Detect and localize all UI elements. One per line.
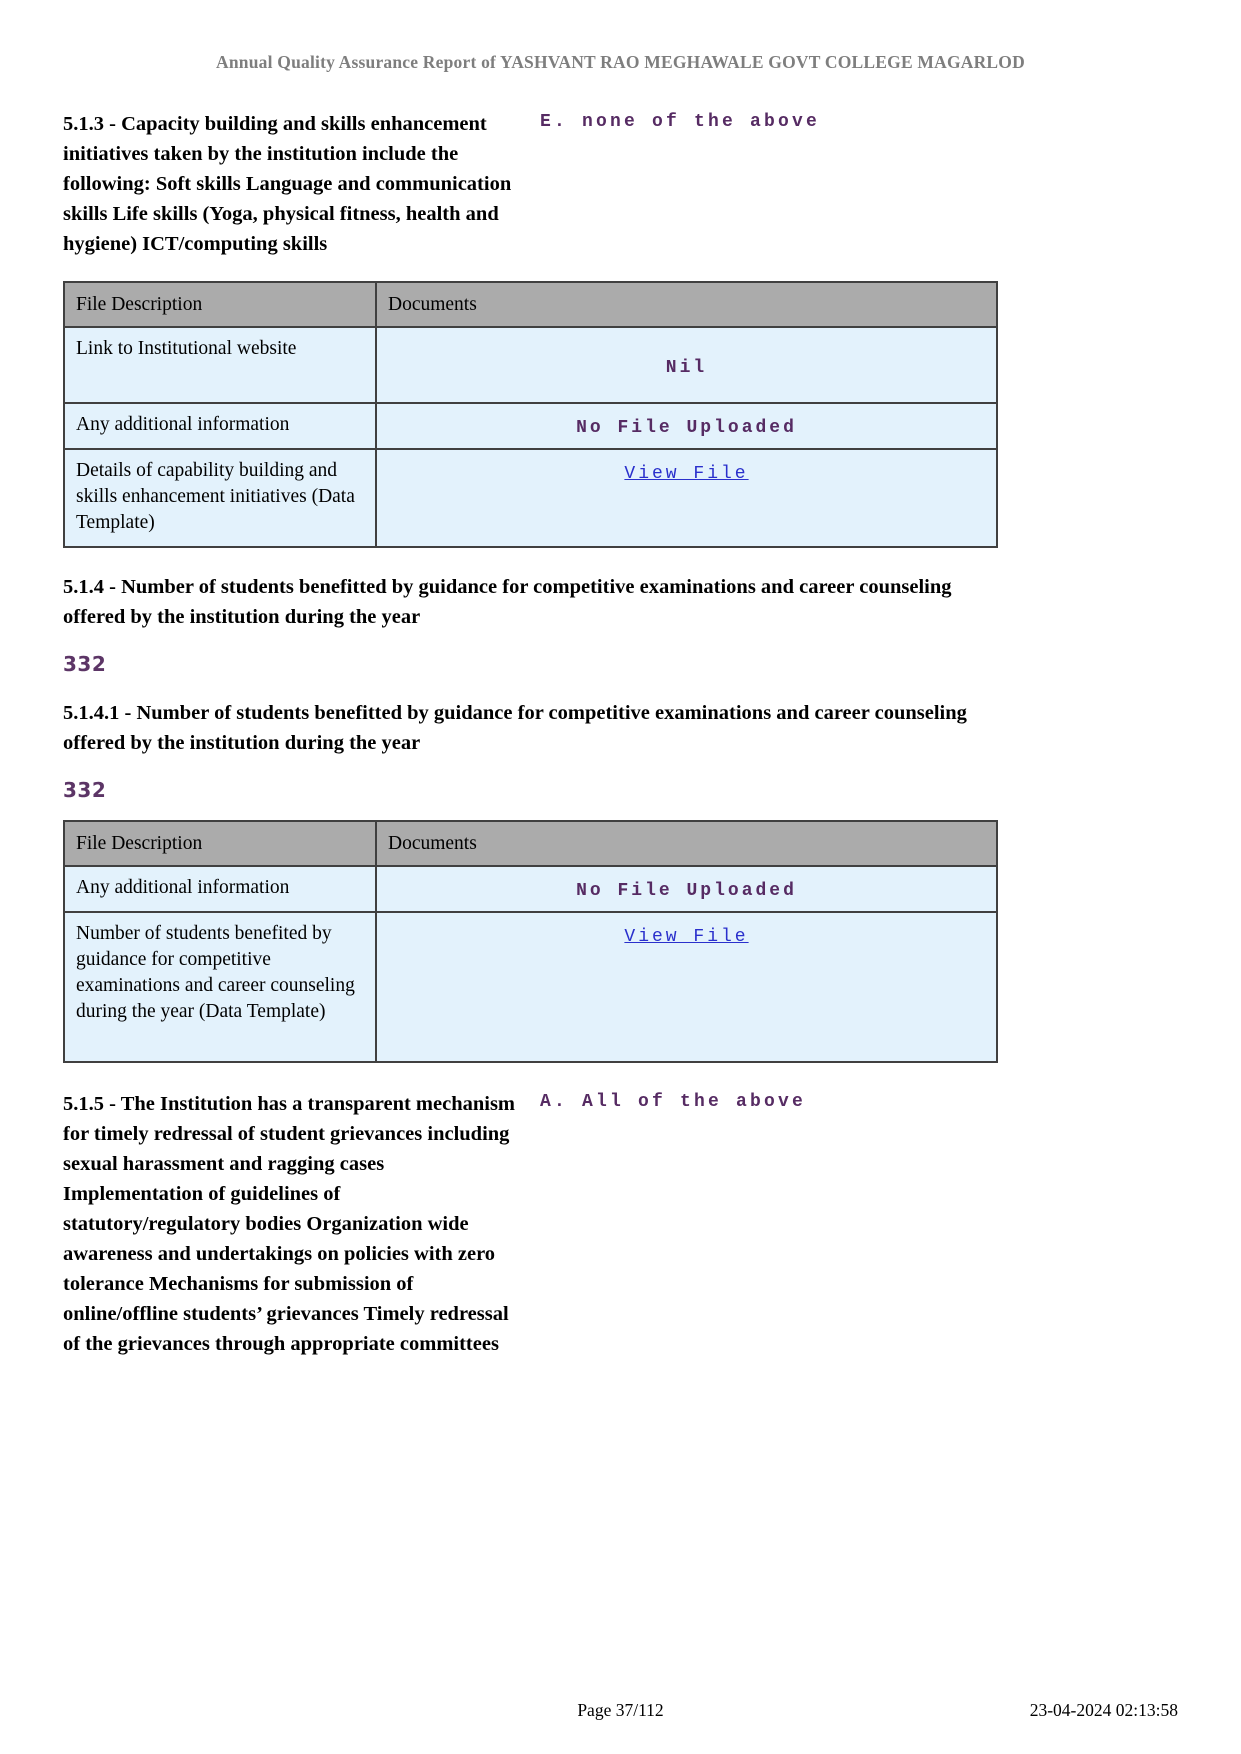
column-header-documents: Documents xyxy=(376,821,997,866)
view-file-link[interactable]: View File xyxy=(624,927,749,947)
file-description-cell: Number of students benefited by guidance for competitive examinations and career counseling during the year (Data Template) xyxy=(64,912,376,1062)
column-header-documents: Documents xyxy=(376,282,997,327)
answer-5-1-5: A. All of the above xyxy=(540,1092,807,1112)
value-5-1-4: 332 xyxy=(63,652,107,676)
table-header-row xyxy=(64,821,997,866)
page-footer xyxy=(63,1700,1178,1724)
document-value-cell: Nil xyxy=(376,327,997,403)
timestamp: 23-04-2024 02:13:58 xyxy=(1029,1700,1178,1720)
answer-5-1-3: E. none of the above xyxy=(540,112,821,132)
file-description-cell: Any additional information xyxy=(64,866,376,912)
column-header-file-description: File Description xyxy=(64,282,376,327)
table-row xyxy=(64,866,997,912)
file-description-cell: Link to Institutional website xyxy=(64,327,376,403)
column-header-file-description: File Description xyxy=(64,821,376,866)
question-5-1-3: 5.1.3 - Capacity building and skills enhancement initiatives taken by the institution include the following: Soft skills Language and communication skills Life skills (Yoga, physical fitness, health and hygiene) ICT/computing skills xyxy=(63,113,512,255)
section-5-1-5 xyxy=(63,1089,1178,1359)
file-description-cell: Details of capability building and skills enhancement initiatives (Data Template) xyxy=(64,449,376,547)
file-table-5-1-4-1 xyxy=(63,820,998,1063)
document-header-title: Annual Quality Assurance Report of YASHVANT RAO MEGHAWALE GOVT COLLEGE MAGARLOD xyxy=(216,52,1025,72)
table-row xyxy=(64,403,997,449)
table-row xyxy=(64,912,997,1062)
page-number: Page 37/112 xyxy=(577,1700,664,1720)
section-5-1-3 xyxy=(63,109,1178,259)
table-header-row xyxy=(64,282,997,327)
heading-5-1-4-1: 5.1.4.1 - Number of students benefitted by guidance for competitive examinations and career counseling offered by the institution during the year xyxy=(63,702,967,754)
document-value-cell xyxy=(376,912,997,1062)
file-table-5-1-3 xyxy=(63,281,998,548)
document-value-cell xyxy=(376,449,997,547)
document-value-cell: No File Uploaded xyxy=(376,403,997,449)
table-row xyxy=(64,449,997,547)
table-row xyxy=(64,327,997,403)
heading-5-1-4: 5.1.4 - Number of students benefitted by guidance for competitive examinations and career counseling offered by the institution during the year xyxy=(63,576,952,628)
document-value-cell: No File Uploaded xyxy=(376,866,997,912)
file-description-cell: Any additional information xyxy=(64,403,376,449)
view-file-link[interactable]: View File xyxy=(624,464,749,484)
question-5-1-5: 5.1.5 - The Institution has a transparent mechanism for timely redressal of student grievances including sexual harassment and ragging cases Implementation of guidelines of statutory/regulatory bodies Organization wide awareness and undertakings on policies with zero tolerance Mechanisms for submission of online/offline students’ grievances Timely redressal of the grievances through appropriate committees xyxy=(63,1093,516,1355)
value-5-1-4-1: 332 xyxy=(63,778,107,802)
